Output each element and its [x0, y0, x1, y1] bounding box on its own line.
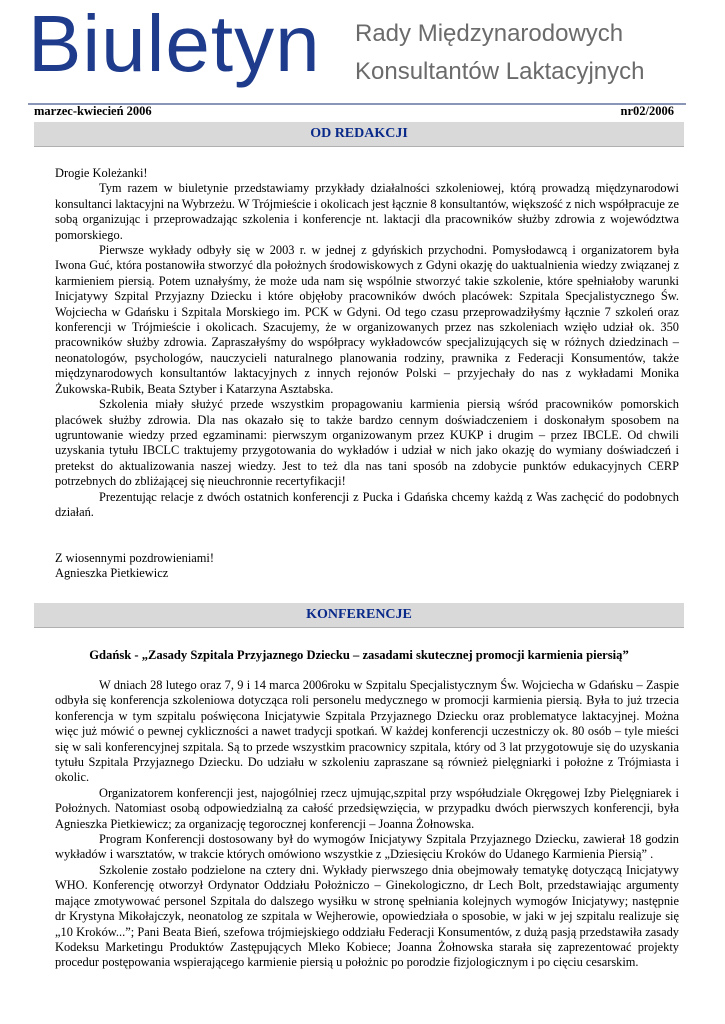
editorial-signature: Agnieszka Pietkiewicz [55, 566, 169, 581]
editorial-paragraph: Prezentując relacje z dwóch ostatnich konferencji z Pucka i Gdańska chcemy każdą z Was zachęcić do podobnych działań. [55, 489, 679, 519]
article-body [55, 678, 679, 971]
issue-number: nr02/2006 [620, 104, 674, 118]
editorial-greeting: Drogie Koleżanki! [55, 166, 148, 180]
editorial-paragraph: Szkolenia miały służyć przede wszystkim propagowaniu karmienia piersią wśród pracowników pomorskich placówek służby zdrowia. Dla nas okazało się to także bardzo cennym doświadczeniem i doskonałym sposobem na ugruntowanie wiedzy przed egzaminami: pierwszym organizowanym przez KUKP i drugim – przez IBCLE. Od chwili uzyskania tytułu IBCLC traktujemy przygotowania do wykładów i udział w nich jako okazję do wymiany doświadczeń i pretekst do aktualizowania naszej wiedzy. Jest to też dla nas tani sposób na zdobycie punktów edukacyjnych CERP potrzebnych do zbliżającej się nieuchronnie recertyfikacji! [55, 397, 679, 489]
article-title: Gdańsk - „Zasady Szpitala Przyjaznego Dziecku – zasadami skutecznej promocji karmienia piersią” [89, 648, 629, 662]
section-heading-konferencje: KONFERENCJE [34, 603, 684, 628]
article-paragraph: Szkolenie zostało podzielone na cztery dni. Wykłady pierwszego dnia obejmowały tematykę dotyczącą Inicjatywy WHO. Konferencję otworzył Ordynator Oddziału Położniczo – Ginekologiczno, dr Lech Bolt, przedstawiając argumenty mające zmotywować personel Szpitala do dalszego wysiłku w stronę spełniania kolejnych wymogów Inicjatywy; następnie dr Krystyna Mikołajczyk, neonatolog ze szpitala w Wejherowie, opowiedziała o sposobie, w jaki w jej szpitalu realizuje się „10 Kroków...”; Pani Beata Bień, szefowa trójmiejskiego oddziału Federacji Konsumentów, z dużą pasją przedstawiła zasady Kodeksu Marketingu Produktów Zastępujących Mleko Kobiece; Joanna Żołnowska starała się zaprezentować projekty procedur postępowania wspierającego karmienie piersią u położnic po porodzie fizjologicznym i po cięciu cesarskim. [55, 862, 679, 970]
editorial-paragraph: Pierwsze wykłady odbyły się w 2003 r. w jednej z gdyńskich przychodni. Pomysłodawcą i organizatorem była Iwona Guć, która postanowiła stworzyć dla położnych środowiskowych z Gdyni okazję do uaktualnienia wiedzy związanej z karmieniem piersią. Potem uznałyśmy, że może uda nam się wspólnie stworzyć takie szkolenie, które spełniałoby warunki Inicjatywy Szpital Przyjazny Dziecku i które objęłoby pracowników dwóch placówek: Szpitala Specjalistycznego Św. Wojciecha w Gdańsku i Szpitala Morskiego im. PCK w Gdyni. Od tego czasu przeprowadziłyśmy łącznie 7 szkoleń oraz konferencji w Trójmieście i okolicach. Szacujemy, że w organizowanych przez nas szkoleniach wzięło udział ok. 350 pracowników służby zdrowia. Zapraszałyśmy do współpracy wykładowców specjalizujących się w różnych dziedzinach – neonatologów, psychologów, nauczycieli naturalnego planowania rodziny, prawnika z Federacji Konsumentów, także międzynarodowych konsultantów laktacyjnych z innych rejonów Polski – przyjechały do nas z wykładami Monika Żukowska-Rubik, Beata Sztyber i Katarzyna Asztabska. [55, 243, 679, 396]
editorial-paragraph: Tym razem w biuletynie przedstawiamy przykłady działalności szkoleniowej, którą prowadzą międzynarodowi konsultanci laktacyjni na Wybrzeżu. W Trójmieście i okolicach jest łącznie 8 konsultantów, większość z nich współpracuje ze sobą organizując i przeprowadzając szkolenia i konferencje nt. laktacji dla pracowników służby zdrowia z województwa pomorskiego. [55, 181, 680, 242]
issue-date: marzec-kwiecień 2006 [34, 104, 152, 118]
article-paragraph: Organizatorem konferencji jest, najogólniej rzecz ujmując,szpital przy współudziale Okręgowej Izby Pielęgniarek i Położnych. Natomiast osobą odpowiedzialną za całość przedsięwzięcia, w przypadku dwóch pierwszych konferencji, była Agnieszka Pietkiewicz; za organizację tegorocznej konferencji – Joanna Żołnowska. [55, 785, 679, 831]
masthead-subtitle-line1: Rady Międzynarodowych [355, 20, 624, 47]
issue-line [34, 104, 674, 120]
masthead-title: Biuletyn [28, 0, 321, 88]
article-paragraph: Program Konferencji dostosowany był do wymogów Inicjatywy Szpitala Przyjaznego Dziecku, zawierał 18 godzin wykładów i warsztatów, w trakcie których omówiono wszystkie z „Dziesięciu Kroków do Udanego Karmienia Piersią” . [55, 832, 679, 862]
editorial-closing [55, 551, 679, 582]
masthead-subtitle-line2: Konsultantów Laktacyjnych [355, 58, 645, 85]
article-paragraph: W dniach 28 lutego oraz 7, 9 i 14 marca 2006roku w Szpitalu Specjalistycznym Św. Wojciecha w Gdańsku – Zaspie odbyła się konferencja szkoleniowa dotycząca roli personelu medycznego w promocji karmienia piersią. Była to już trzecia konferencja w tym szpitalu poświęcona Inicjatywie Szpitala Przyjaznego Dziecku oraz problematyce laktacyjnej. Można więc już mówić o pewnej cykliczności a nawet tradycji spotkań. W każdej konferencji uczestniczy ok. 80 osób – tyle mieści się w sali konferencyjnej szpitala. Są to przede wszystkim pracownicy szpitala, który od 3 lat przygotowuje się do uzyskania tytułu Szpitala Przyjaznego Dziecku. Do udziału w szkoleniu zapraszane są również pielęgniarki i położne z Trójmiasta i okolic. [55, 678, 679, 785]
masthead [28, 0, 696, 104]
editorial-body [55, 166, 679, 520]
editorial-closing-line: Z wiosennymi pozdrowieniami! [55, 551, 214, 565]
section-heading-redakcji: OD REDAKCJI [34, 122, 684, 147]
